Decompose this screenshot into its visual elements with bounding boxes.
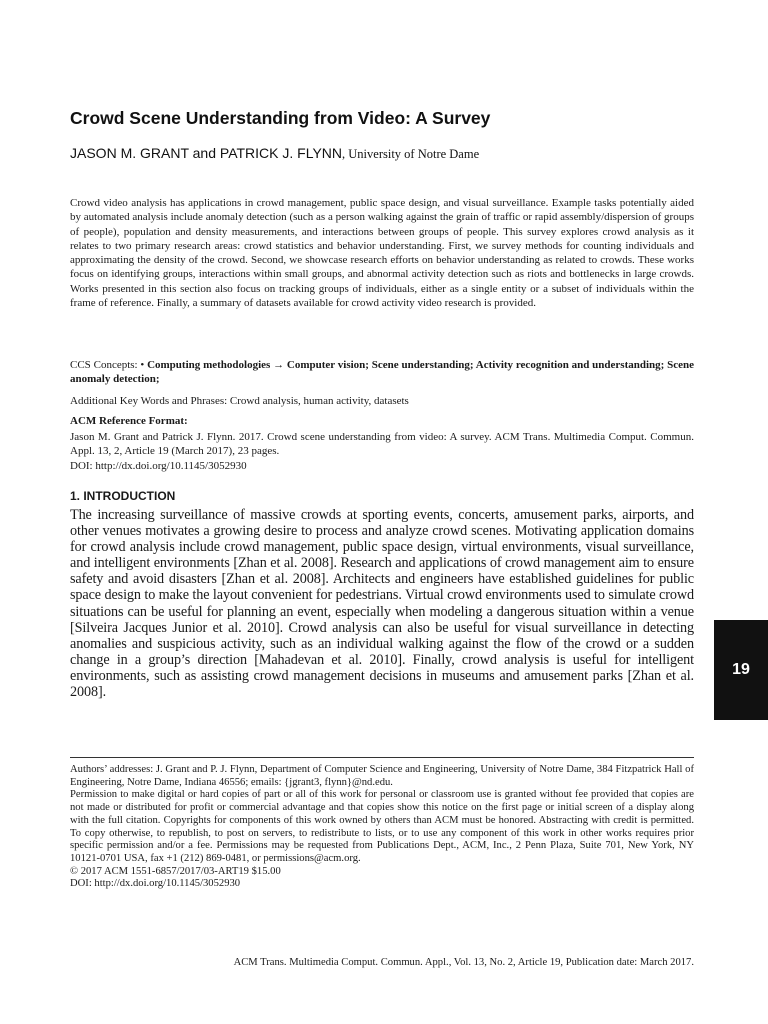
author-affiliation: , University of Notre Dame [342, 147, 480, 161]
reference-citation: Jason M. Grant and Patrick J. Flynn. 2017. Crowd scene understanding from video: A survey. ACM Trans. Multimedia Comput. Commun. Appl. 13, 2, Article 19 (March 2017), 23 pages. [70, 431, 694, 458]
paper-title: Crowd Scene Understanding from Video: A Survey [70, 108, 491, 128]
introduction-paragraph: The increasing surveillance of massive crowds at sporting events, concerts, amusement parks, airports, and other venues motivates a growing desire to process and analyze crowd scenes. Motivating application domains for crowd analysis include crowd management, public space design, virtual environments, visual surveillance, and intelligent environments [Zhan et al. 2008]. Research and applications of crowd management aim to ensure safety and avoid disasters [Zhan et al. 2008]. Architects and engineers have established guidelines for public space design to make the layout convenient for pedestrians. Virtual crowd environments used to simulate crowd situations can be useful for planning an event, especially when modeling a dangerous situation within a venue [Silveira Jacques Junior et al. 2010]. Crowd analysis can also be useful for visual surveillance in detecting anomalies and suspicious activity, such as an individual walking against the flow of the crowd or a sudden change in a group’s direction [Mahadevan et al. 2010]. Finally, crowd analysis is useful for intelligent environments, such as assisting crowd management decisions in museums and amusement parks [Zhan et al. 2008]. [70, 507, 694, 701]
footnote-divider [70, 757, 694, 758]
reference-format [70, 430, 694, 473]
running-footer: ACM Trans. Multimedia Comput. Commun. Appl., Vol. 13, No. 2, Article 19, Publication date: March 2017. [233, 957, 694, 968]
footnote-doi: DOI: http://dx.doi.org/10.1145/3052930 [70, 878, 241, 890]
footnote-permission: Permission to make digital or hard copies of part or all of this work for personal or classroom use is granted without fee provided that copies are not made or distributed for profit or commercial advantage and that copies show this notice on the first page or initial screen of a display along with the full citation. Copyrights for components of this work owned by others than ACM must be honored. Abstracting with credit is permitted. To copy otherwise, to republish, to post on servers, to redistribute to lists, or to use any component of this work in other works requires prior specific permission and/or a fee. Permissions may be requested from Publications Dept., ACM, Inc., 2 Penn Plaza, Suite 701, New York, NY 10121-0701 USA, fax +1 (212) 869-0481, or permissions@acm.org. [70, 789, 694, 864]
keywords: Additional Key Words and Phrases: Crowd analysis, human activity, datasets [70, 395, 409, 407]
article-number-tab: 19 [714, 620, 768, 720]
ccs-label: CCS Concepts: • [70, 359, 148, 371]
author-names: JASON M. GRANT and PATRICK J. FLYNN [70, 145, 343, 161]
footnote-copyright: © 2017 ACM 1551-6857/2017/03-ART19 $15.00 [70, 865, 281, 877]
ccs-concepts [70, 358, 694, 387]
footnote [70, 764, 694, 891]
author-line [70, 145, 710, 162]
ccs-concept-list: Computing methodologies → Computer vision; Scene understanding; Activity recognition and understanding; Scene anomaly detection; [70, 359, 695, 386]
footnote-addresses: Authors’ addresses: J. Grant and P. J. Flynn, Department of Computer Science and Engineering, University of Notre Dame, 384 Fitzpatrick Hall of Engineering, Notre Dame, Indiana 46556; emails: {jgrant3, flynn}@nd.edu. [70, 764, 694, 788]
reference-doi: DOI: http://dx.doi.org/10.1145/3052930 [70, 459, 247, 472]
reference-heading: ACM Reference Format: [70, 415, 188, 427]
section-heading-introduction: 1. INTRODUCTION [70, 489, 176, 503]
abstract: Crowd video analysis has applications in crowd management, public space design, and visual surveillance. Example tasks potentially aided by automated analysis include anomaly detection (such as a person walking against the grain of traffic or rapid assembly/dispersion of groups of people), population and density measurements, and interactions between groups of people. This survey explores crowd analysis as it relates to two primary research areas: crowd statistics and behavior understanding. First, we survey methods for counting individuals and approximating the density of the crowd. Second, we showcase research efforts on behavior understanding as related to crowds. These works focus on identifying groups, interactions within small groups, and abnormal activity detection such as riots and bottlenecks in large crowds. Works presented in this section also focus on tracking groups of individuals, either as a single entity or a subset of individuals within the frame of reference. Finally, a summary of datasets available for crowd activity video research is provided. [70, 197, 694, 310]
